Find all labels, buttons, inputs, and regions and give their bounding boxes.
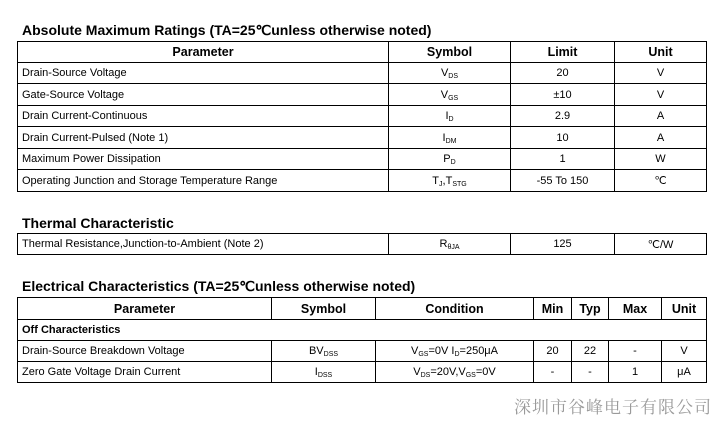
- unit-cell: μA: [662, 362, 707, 383]
- unit-cell: V: [615, 63, 707, 84]
- symbol-cell: $V_{DS}$: [389, 63, 511, 84]
- unit-cell: W: [615, 149, 707, 170]
- header-condition: Condition: [376, 298, 534, 320]
- param-cell: Drain Current-Pulsed (Note 1): [18, 127, 389, 149]
- table-row: [18, 341, 707, 362]
- limit-cell: -55 To 150: [511, 170, 615, 192]
- limit-cell: 2.9: [511, 106, 615, 127]
- condition-cell: $V_{DS}=20V,V_{GS}=0V$: [376, 362, 534, 383]
- param-cell: Drain Current-Continuous: [18, 106, 389, 127]
- limit-cell: 20: [511, 63, 615, 84]
- typ-cell: 22: [572, 341, 609, 362]
- table-row: [18, 127, 707, 149]
- param-cell: Maximum Power Dissipation: [18, 149, 389, 170]
- min-cell: 20: [534, 341, 572, 362]
- table-row: [18, 149, 707, 170]
- table-row: [18, 234, 707, 255]
- header-typ: Typ: [572, 298, 609, 320]
- condition-cell: $V_{GS}=0V$ $I_D=250\mu A$: [376, 341, 534, 362]
- elec-table: [17, 297, 707, 383]
- limit-cell: ±10: [511, 84, 615, 106]
- symbol-cell: $T_J,T_{STG}$: [389, 170, 511, 192]
- param-cell: Thermal Resistance,Junction-to-Ambient (Note 2): [18, 234, 389, 255]
- header-min: Min: [534, 298, 572, 320]
- table-row: [18, 84, 707, 106]
- param-cell: Gate-Source Voltage: [18, 84, 389, 106]
- section-label: Off Characteristics: [18, 320, 707, 341]
- param-cell: Drain-Source Voltage: [18, 63, 389, 84]
- symbol-cell: $I_{DSS}$: [272, 362, 376, 383]
- header-parameter: Parameter: [18, 42, 389, 63]
- abs-max-title: Absolute Maximum Ratings (TA=25℃unless otherwise noted): [22, 22, 432, 38]
- table-row: [18, 106, 707, 127]
- param-cell: Operating Junction and Storage Temperature Range: [18, 170, 389, 192]
- symbol-cell: $BV_{DSS}$: [272, 341, 376, 362]
- symbol-cell: $I_D$: [389, 106, 511, 127]
- abs-max-table: [17, 41, 707, 192]
- header-limit: Limit: [511, 42, 615, 63]
- header-parameter: Parameter: [18, 298, 272, 320]
- symbol-cell: $I_{DM}$: [389, 127, 511, 149]
- company-watermark: 深圳市谷峰电子有限公司: [514, 398, 712, 418]
- table-row: [18, 170, 707, 192]
- max-cell: 1: [609, 362, 662, 383]
- unit-cell: ℃/W: [615, 234, 707, 255]
- unit-cell: A: [615, 106, 707, 127]
- thermal-table: [17, 233, 707, 255]
- header-symbol: Symbol: [272, 298, 376, 320]
- header-unit: Unit: [662, 298, 707, 320]
- header-symbol: Symbol: [389, 42, 511, 63]
- param-cell: Drain-Source Breakdown Voltage: [18, 341, 272, 362]
- table-row: [18, 362, 707, 383]
- limit-cell: 1: [511, 149, 615, 170]
- limit-cell: 125: [511, 234, 615, 255]
- header-unit: Unit: [615, 42, 707, 63]
- unit-cell: V: [615, 84, 707, 106]
- abs-max-header-row: [18, 42, 707, 63]
- typ-cell: -: [572, 362, 609, 383]
- unit-cell: ℃: [615, 170, 707, 192]
- min-cell: -: [534, 362, 572, 383]
- elec-header-row: [18, 298, 707, 320]
- limit-cell: 10: [511, 127, 615, 149]
- elec-title: Electrical Characteristics (TA=25℃unless otherwise noted): [22, 278, 416, 294]
- symbol-cell: $R_{\theta JA}$: [389, 234, 511, 255]
- thermal-title: Thermal Characteristic: [22, 215, 174, 231]
- symbol-cell: $V_{GS}$: [389, 84, 511, 106]
- unit-cell: A: [615, 127, 707, 149]
- max-cell: -: [609, 341, 662, 362]
- section-row: [18, 320, 707, 341]
- symbol-cell: $P_D$: [389, 149, 511, 170]
- param-cell: Zero Gate Voltage Drain Current: [18, 362, 272, 383]
- unit-cell: V: [662, 341, 707, 362]
- table-row: [18, 63, 707, 84]
- header-max: Max: [609, 298, 662, 320]
